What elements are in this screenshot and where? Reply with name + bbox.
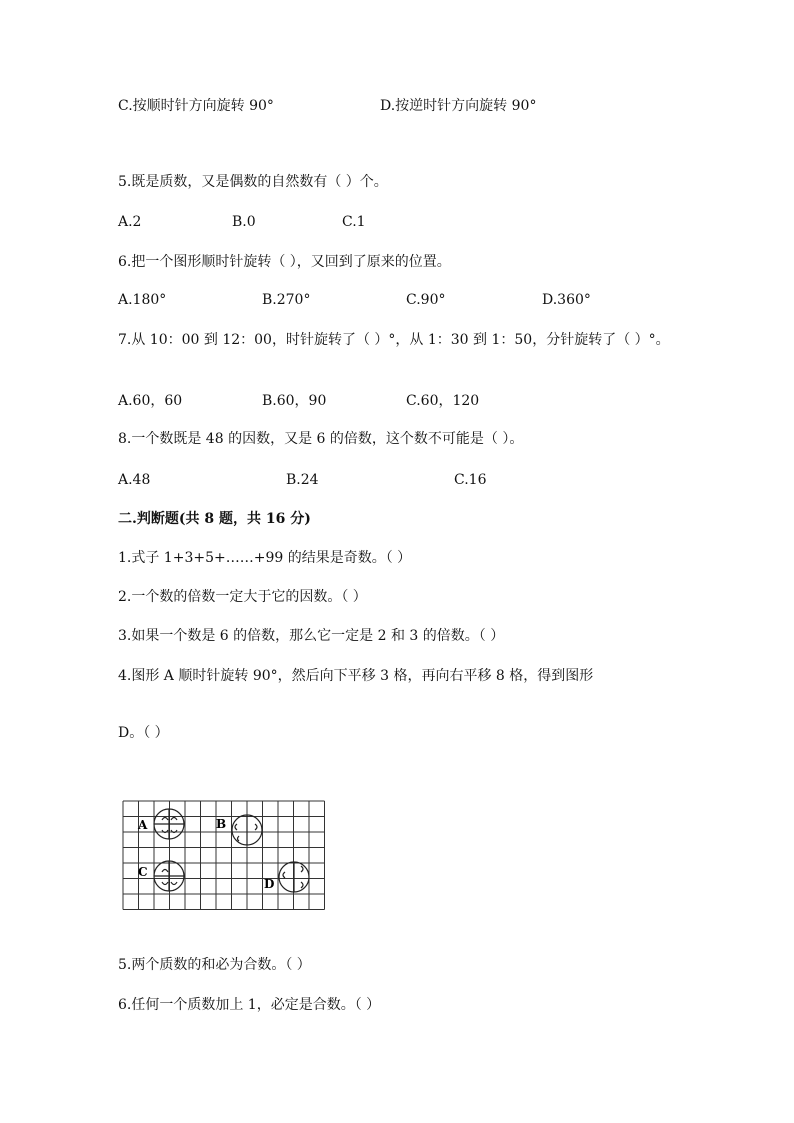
- q6-option-a: A.180°: [118, 292, 167, 308]
- figure-b-shape: [232, 815, 262, 845]
- q8-option-b: B.24: [286, 472, 319, 488]
- question-8-stem: 8.一个数既是 48 的因数，又是 6 的倍数，这个数不可能是（ ）。: [118, 431, 524, 447]
- q7-option-a: A.60，60: [118, 393, 183, 409]
- q5-option-c: C.1: [342, 214, 366, 230]
- q5-option-a: A.2: [118, 214, 142, 230]
- q4-option-d: D.按逆时针方向旋转 90°: [380, 98, 537, 114]
- section-2-title: 二.判断题(共 8 题，共 16 分): [118, 511, 311, 527]
- question-6-stem: 6.把一个图形顺时针旋转（ ），又回到了原来的位置。: [118, 254, 451, 270]
- question-7-stem: 7.从 10：00 到 12：00，时针旋转了（ ）°，从 1：30 到 1：50，分针旋转了（ ）°。: [118, 332, 670, 348]
- q7-option-b: B.60，90: [262, 393, 327, 409]
- q6-option-c: C.90°: [406, 292, 446, 308]
- judge-item-3: 3.如果一个数是 6 的倍数，那么它一定是 2 和 3 的倍数。（ ）: [118, 628, 505, 644]
- figure-c-shape: [154, 861, 184, 891]
- label-c: C: [138, 865, 148, 879]
- grid-svg: [122, 800, 328, 912]
- q8-option-a: A.48: [118, 472, 151, 488]
- q6-option-b: B.270°: [262, 292, 311, 308]
- judge-item-6: 6.任何一个质数加上 1，必定是合数。（ ）: [118, 997, 381, 1013]
- q7-option-c: C.60，120: [406, 393, 480, 409]
- judge-item-1: 1.式子 1+3+5+……+99 的结果是奇数。（ ）: [118, 550, 412, 566]
- q8-option-c: C.16: [454, 472, 487, 488]
- figure-d-shape: [279, 862, 309, 892]
- judge-item-2: 2.一个数的倍数一定大于它的因数。（ ）: [118, 589, 367, 605]
- label-d: D: [264, 877, 275, 891]
- rotation-grid-figure: [122, 800, 328, 916]
- label-a: A: [138, 818, 148, 832]
- judge-item-5: 5.两个质数的和必为合数。（ ）: [118, 957, 311, 973]
- judge-item-4: 4.图形 A 顺时针旋转 90°，然后向下平移 3 格，再向右平移 8 格，得到图形: [118, 668, 594, 684]
- judge-item-4-continued: D。（ ）: [118, 725, 169, 741]
- figure-a-shape: [154, 809, 184, 839]
- q5-option-b: B.0: [232, 214, 256, 230]
- q6-option-d: D.360°: [542, 292, 591, 308]
- q4-option-c: C.按顺时针方向旋转 90°: [118, 98, 274, 114]
- question-5-stem: 5.既是质数，又是偶数的自然数有（ ）个。: [118, 174, 388, 190]
- label-b: B: [216, 817, 227, 831]
